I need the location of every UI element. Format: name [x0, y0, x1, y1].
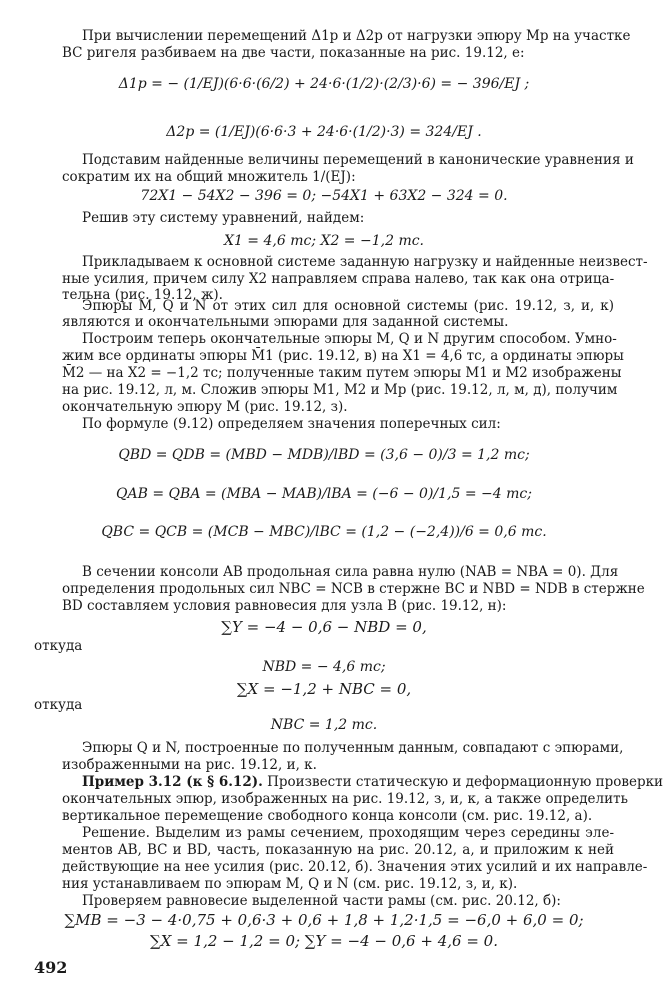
equation: ∑X = 1,2 − 1,2 = 0; ∑Y = −4 − 0,6 + 4,6 = 0. [150, 932, 498, 950]
example-heading: Пример 3.12 (к § 6.12). [82, 774, 263, 790]
text-line: M̄2 — на X2 = −1,2 тс; полученные таким путем эпюры M1 и M2 изображены [62, 365, 622, 381]
text-line: BD составляем условия равновесия для узла B (рис. 19.12, н): [62, 598, 507, 614]
equation: Δ2p = (1/EJ)(6·6·3 + 24·6·(1/2)·3) = 324/EJ . [166, 124, 482, 140]
text-line: Решение. Выделим из рамы сечением, проходящим через середины эле- [82, 825, 614, 841]
text-line: окончательных эпюр, изображенных на рис. 19.12, з, и, к, а также определить [62, 791, 628, 807]
text-line: определения продольных сил NBC = NCB в стержне BC и NBD = NDB в стержне [62, 581, 645, 597]
text-line: на рис. 19.12, л, м. Сложив эпюры M1, M2 и Mp (рис. 19.12, л, м, д), получим [62, 382, 618, 398]
text-line: действующие на нее усилия (рис. 20.12, б). Значения этих усилий и их направле- [62, 859, 648, 875]
text-line: жим все ординаты эпюры M̄1 (рис. 19.12, в) на X1 = 4,6 тс, а ординаты эпюры [62, 348, 624, 364]
example-text: Произвести статическую и деформационную проверки [262, 774, 663, 790]
text-line: Построим теперь окончательные эпюры M, Q и N другим способом. Умно- [82, 331, 617, 347]
equation: Δ1p = − (1/EJ)(6·6·(6/2) + 24·6·(1/2)·(2/3)·6) = − 396/EJ ; [118, 76, 530, 92]
text-line: ные усилия, причем силу X2 направляем справа налево, так как она отрица- [62, 271, 615, 287]
equation: 72X1 − 54X2 − 396 = 0; −54X1 + 63X2 − 324 = 0. [140, 188, 508, 204]
text-line: Прикладываем к основной системе заданную нагрузку и найденные неизвест- [82, 254, 648, 270]
text-line: Проверяем равновесие выделенной части рамы (см. рис. 20.12, б): [82, 893, 561, 909]
text-line: окончательную эпюру M (рис. 19.12, з). [62, 399, 348, 415]
equation: QBD = QDB = (MBD − MDB)/lBD = (3,6 − 0)/3 = 1,2 тс; [118, 447, 530, 463]
text-line: откуда [34, 697, 83, 713]
text-line: Решив эту систему уравнений, найдем: [82, 210, 365, 226]
text-line: ния устанавливаем по эпюрам M, Q и N (см. рис. 19.12, з, и, к). [62, 876, 518, 892]
text-line: При вычислении перемещений Δ1p и Δ2p от нагрузки эпюру Mp на участке [82, 28, 631, 44]
text-line: сократим их на общий множитель 1/(EJ): [62, 169, 356, 185]
equation: X1 = 4,6 тс; X2 = −1,2 тс. [223, 233, 425, 249]
equation: QBC = QCB = (MCB − MBC)/lBC = (1,2 − (−2,4))/6 = 0,6 тс. [101, 524, 547, 540]
text-line: Эпюры M, Q и N от этих сил для основной системы (рис. 19.12, з, и, к) [82, 298, 614, 314]
equation: NBD = − 4,6 тс; [262, 659, 386, 675]
example-heading-line [82, 774, 663, 791]
text-line: Эпюры Q и N, построенные по полученным данным, совпадают с эпюрами, [82, 740, 624, 756]
text-line: вертикальное перемещение свободного конца консоли (см. рис. 19.12, а). [62, 808, 593, 824]
text-line: Подставим найденные величины перемещений в канонические уравнения и [82, 152, 634, 168]
text-line: откуда [34, 638, 83, 654]
text-line: В сечении консоли AB продольная сила равна нулю (NAB = NBA = 0). Для [82, 564, 619, 580]
text-line: ментов AB, BC и BD, часть, показанную на рис. 20.12, а, и приложим к ней [62, 842, 614, 858]
equation: ∑X = −1,2 + NBC = 0, [236, 680, 412, 698]
text-line: По формуле (9.12) определяем значения поперечных сил: [82, 416, 501, 432]
page-number: 492 [34, 958, 68, 977]
text-line: изображенными на рис. 19.12, и, к. [62, 757, 317, 773]
equation: ∑MB = −3 − 4·0,75 + 0,6·3 + 0,6 + 1,8 + 1,2·1,5 = −6,0 + 6,0 = 0; [64, 911, 584, 929]
equation: QAB = QBA = (MBA − MAB)/lBA = (−6 − 0)/1,5 = −4 тс; [116, 486, 532, 502]
text-line: BC ригеля разбиваем на две части, показанные на рис. 19.12, е: [62, 45, 525, 61]
equation: ∑Y = −4 − 0,6 − NBD = 0, [221, 618, 427, 636]
text-line: тельна (рис. 19.12, ж). [62, 287, 223, 303]
equation: NBC = 1,2 тс. [270, 717, 378, 733]
text-line: являются и окончательными эпюрами для заданной системы. [62, 314, 509, 330]
